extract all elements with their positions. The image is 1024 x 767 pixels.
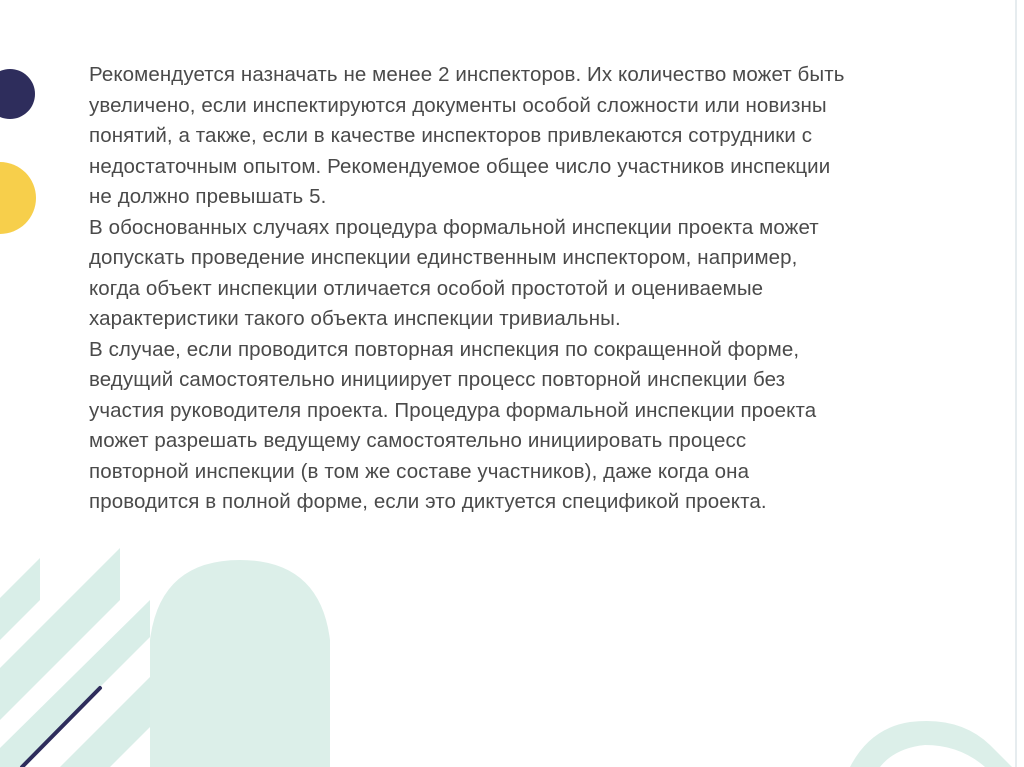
navy-dot-shape <box>0 69 35 119</box>
mint-rounded-shape <box>150 560 330 767</box>
paragraph-3: В случае, если проводится повторная инспекция по сокращенной форме, ведущий самостоятельно инициирует процесс повторной инспекции без участия руководителя проекта. Процедура формальной инспекции проекта может разрешать ведущему самостоятельно инициировать процесс повторной инспекции (в том же составе участников), даже когда она проводится в полной форме, если это диктуется спецификой проекта. <box>89 337 817 513</box>
mint-arc-shape <box>850 721 1012 767</box>
paragraph-1: Рекомендуется назначать не менее 2 инспекторов. Их количество может быть увеличено, если инспектируются документы особой сложности или новизны понятий, а также, если в качестве инспекторов привлекаются сотрудники с недостаточным опытом. Рекомендуемое общее число участников инспекции не должно превышать 5. <box>89 63 845 208</box>
paragraph-2: В обоснованных случаях процедура формальной инспекции проекта может допускать проведение инспекции единственным инспектором, например, когда объект инспекции отличается особой простотой и оцениваемые характеристики такого объекта инспекции тривиальны. <box>89 215 819 330</box>
slide-text <box>89 60 849 518</box>
yellow-dot-shape <box>0 162 36 234</box>
mint-stripe-1 <box>0 558 40 640</box>
